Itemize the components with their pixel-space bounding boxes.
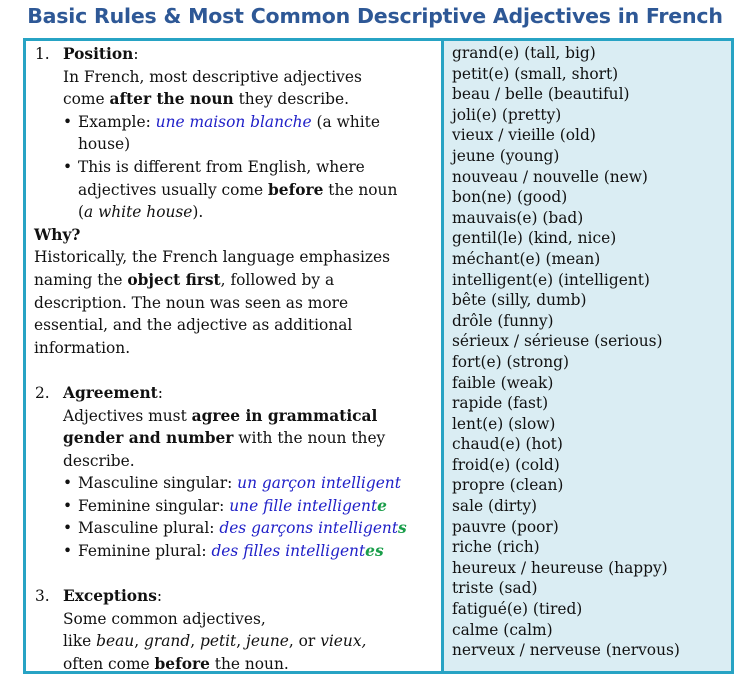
adjective-entry: triste (sad) — [452, 579, 538, 598]
adjective-entry: jeune (young) — [452, 146, 560, 165]
heading-colon: : — [133, 45, 139, 63]
agreement-bullets — [26, 472, 441, 562]
text-line: Adjectives must agree in grammatical — [63, 406, 378, 425]
heading-colon: : — [156, 587, 163, 606]
text-line: gender and number with the noun they — [63, 429, 386, 448]
adjective-entry: heureux / heureuse (happy) — [452, 558, 668, 577]
example-text: une maison blanche — [155, 112, 312, 131]
adjective-entry: riche (rich) — [452, 538, 540, 557]
rule-number: 2. — [35, 383, 50, 402]
list-item: • Feminine plural: des filles intelligentes — [63, 542, 384, 561]
rules-column — [26, 41, 444, 674]
agreement-ending: e — [377, 496, 387, 515]
list-item: • This is different from English, where adjectives usually come before the noun (a white house). — [63, 157, 398, 222]
adjective-entry: rapide (fast) — [452, 394, 549, 413]
text-line: Historically, the French language emphasizes — [34, 248, 391, 267]
text-line: like beau, grand, petit, jeune, or vieux, — [63, 632, 367, 651]
adjective-entry: bête (silly, dumb) — [452, 291, 587, 310]
list-item: • Masculine plural: des garçons intelligents — [63, 519, 407, 538]
example-text: une fille intelligent — [229, 496, 378, 515]
rule-number: 3. — [35, 587, 50, 606]
adjective-entry: faible (weak) — [452, 373, 554, 392]
adjective-entry: lent(e) (slow) — [452, 414, 556, 433]
adjective-entry: drôle (funny) — [452, 311, 554, 330]
text-line: naming the object first, followed by a — [34, 270, 335, 289]
text-line: come after the noun they describe. — [63, 90, 350, 109]
list-item: • Masculine singular: un garçon intelligent — [63, 474, 401, 493]
rule-heading: Exceptions — [63, 587, 157, 606]
heading-colon: : — [157, 383, 163, 402]
adjective-entry: méchant(e) (mean) — [452, 249, 601, 268]
adjectives-column — [444, 41, 731, 671]
adjective-entry: intelligent(e) (intelligent) — [452, 270, 650, 289]
why-explanation — [26, 224, 441, 360]
adjective-entry: mauvais(e) (bad) — [452, 208, 584, 227]
page-title: Basic Rules & Most Common Descriptive Adjectives in French — [27, 4, 723, 28]
text-line: In French, most descriptive adjectives — [63, 67, 362, 86]
content-table — [23, 38, 734, 674]
adjective-entry: chaud(e) (hot) — [452, 435, 563, 454]
text-line: describe. — [63, 451, 135, 470]
adjective-entry: vieux / vieille (old) — [452, 126, 596, 145]
adjective-entry: nouveau / nouvelle (new) — [452, 167, 648, 186]
text-line: essential, and the adjective as additional — [34, 316, 353, 335]
adjective-entry: petit(e) (small, short) — [452, 64, 619, 83]
list-item: • Example: une maison blanche (a white house) — [63, 112, 380, 154]
adjective-entry: bon(ne) (good) — [452, 188, 568, 207]
adjective-entry: fatigué(e) (tired) — [452, 600, 583, 619]
adjective-entry: sérieux / sérieuse (serious) — [452, 332, 663, 351]
rule-agreement — [26, 382, 441, 563]
adjective-entry: gentil(le) (kind, nice) — [452, 229, 617, 248]
rule-heading: Position — [63, 45, 134, 63]
adjective-entry: fort(e) (strong) — [452, 352, 569, 371]
why-heading: Why? — [34, 225, 81, 244]
adjective-entry: joli(e) (pretty) — [452, 105, 562, 124]
example-text: un garçon intelligent — [237, 474, 401, 493]
text-line: Some common adjectives, — [63, 609, 266, 628]
rule-text — [26, 405, 441, 473]
text-line: description. The noun was seen as more — [34, 293, 349, 312]
text-line: often come before the noun. — [63, 655, 289, 674]
rule-text — [26, 66, 441, 111]
adjective-entry: beau / belle (beautiful) — [452, 85, 630, 104]
adjective-entry: sale (dirty) — [452, 497, 538, 516]
adjective-entry: grand(e) (tall, big) — [452, 44, 596, 62]
rule-text — [26, 608, 441, 676]
adjective-entry: nerveux / nerveuse (nervous) — [452, 641, 680, 660]
adjective-entry: froid(e) (cold) — [452, 455, 560, 474]
adjective-entry: propre (clean) — [452, 476, 564, 495]
example-text: des garçons intelligent — [219, 519, 399, 538]
adjective-entry: calme (calm) — [452, 620, 553, 639]
agreement-ending: s — [398, 519, 407, 538]
adjective-entry: pauvre (poor) — [452, 517, 559, 536]
position-bullets — [26, 111, 441, 224]
text-line: information. — [34, 338, 131, 357]
rule-exceptions — [26, 585, 441, 675]
rule-number: 1. — [35, 45, 50, 63]
example-text: des filles intelligent — [211, 542, 366, 561]
list-item: • Feminine singular: une fille intelligente — [63, 496, 387, 515]
agreement-ending: es — [365, 542, 384, 561]
rule-position — [26, 41, 441, 224]
rule-heading: Agreement — [63, 383, 158, 402]
